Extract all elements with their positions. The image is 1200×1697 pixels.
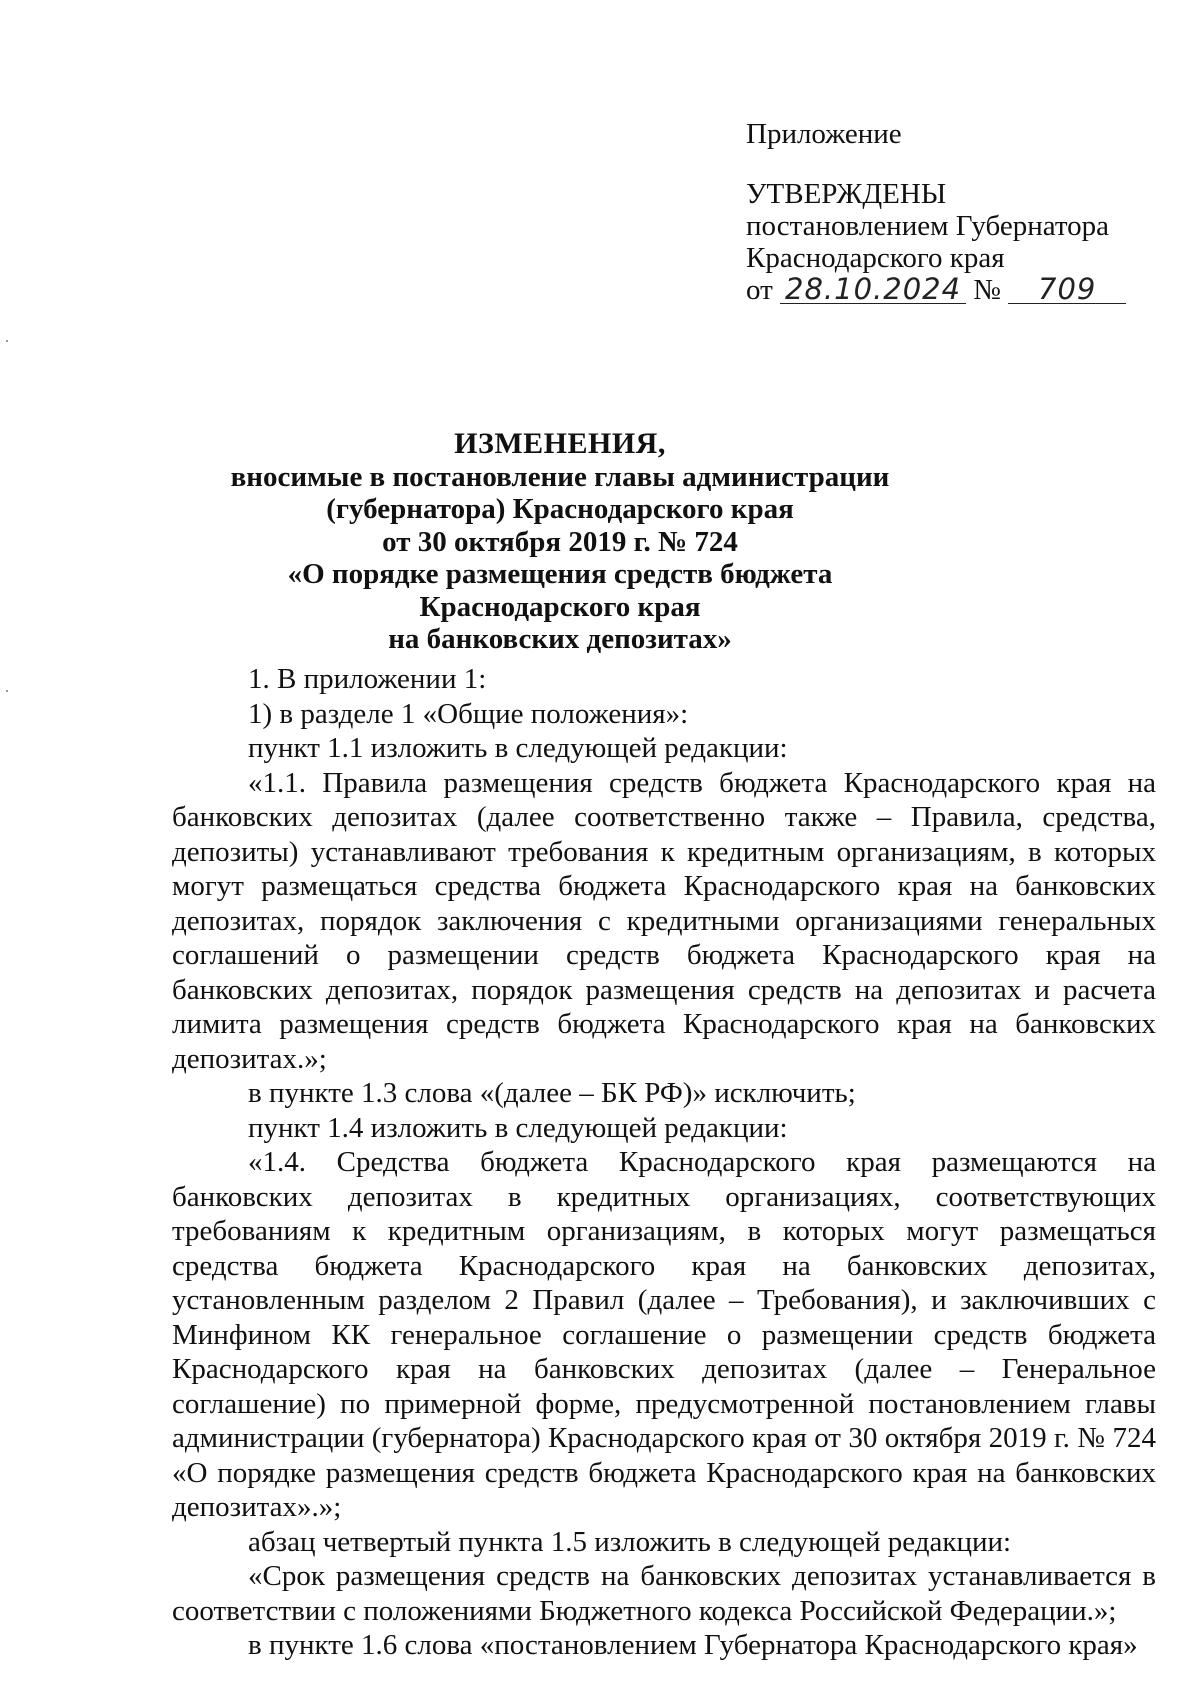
body-paragraph: пункт 1.4 изложить в следующей редакции: <box>248 1111 788 1144</box>
body-paragraph: «1.4. Средства бюджета Краснодарского края размещаются на банковских депозитах в кредитных организациях, соответствующих требованиям к кредитным организациям, в которых могут размещаться средства бюджета Краснодарского края на банковских депозитах, установленным разделом 2 Правил (далее – Требования), и заключивших с Минфином КК генеральное соглашение о размещении средств бюджета Краснодарского края на банковских депозитах (далее – Генеральное соглашение) по примерной форме, предусмотренной постановлением главы администрации (губернатора) Краснодарского края от 30 октября 2019 г. № 724 «О порядке размещения средств бюджета Краснодарского края на банковских депозитах».»; <box>172 1146 1156 1523</box>
decree-date-number-line <box>746 274 1146 306</box>
body-paragraph: «Срок размещения средств на банковских депозитах устанавливается в соответствии с положениями Бюджетного кодекса Российской Федерации.»; <box>172 1560 1156 1627</box>
title-line: (губернатора) Краснодарского края <box>326 493 794 525</box>
title-line: вносимые в постановление главы администрации <box>230 460 890 493</box>
document-body <box>172 662 1156 1663</box>
handwritten-date: 28.10.2024 <box>780 275 966 304</box>
title-heading: ИЗМЕНЕНИЯ, <box>454 427 666 460</box>
title-line: на банковских депозитах» <box>388 623 732 655</box>
approved-by-line-1: постановлением Губернатора <box>746 210 1110 242</box>
from-label: от <box>746 274 773 306</box>
handwritten-number: 709 <box>1008 275 1126 304</box>
title-line: «О порядке размещения средств бюджета Краснодарского края <box>287 558 833 623</box>
body-paragraph: пункт 1.1 изложить в следующей редакции: <box>248 732 788 764</box>
number-label: № <box>973 274 1001 306</box>
body-paragraph: в пункте 1.6 слова «постановлением Губернатора Краснодарского края» <box>248 1629 1138 1661</box>
scan-margin-mark <box>6 340 8 342</box>
body-paragraph: в пункте 1.3 слова «(далее – БК РФ)» исключить; <box>248 1077 856 1109</box>
body-paragraph: абзац четвертый пункта 1.5 изложить в следующей редакции: <box>248 1525 1012 1558</box>
appendix-label: Приложение <box>746 118 902 150</box>
approved-label: УТВЕРЖДЕНЫ <box>746 178 947 210</box>
document-title <box>200 428 920 656</box>
approval-block <box>746 118 1146 306</box>
approved-by-line-2: Краснодарского края <box>746 242 1005 274</box>
scan-margin-mark <box>6 690 8 692</box>
body-paragraph: 1) в разделе 1 «Общие положения»: <box>248 697 689 730</box>
body-paragraph: 1. В приложении 1: <box>248 663 487 695</box>
body-paragraph: «1.1. Правила размещения средств бюджета Краснодарского края на банковских депозитах (далее соответственно также – Правила, средства, депозиты) устанавливают требования к кредитным организациям, в которых могут размещаться средства бюджета Краснодарского края на банковских депозитах, порядок заключения с кредитными организациями генеральных соглашений о размещении средств бюджета Краснодарского края на банковских депозитах, порядок размещения средств на депозитах и расчета лимита размещения средств бюджета Краснодарского края на банковских депозитах.»; <box>172 766 1156 1075</box>
title-line: от 30 октября 2019 г. № 724 <box>382 525 738 558</box>
